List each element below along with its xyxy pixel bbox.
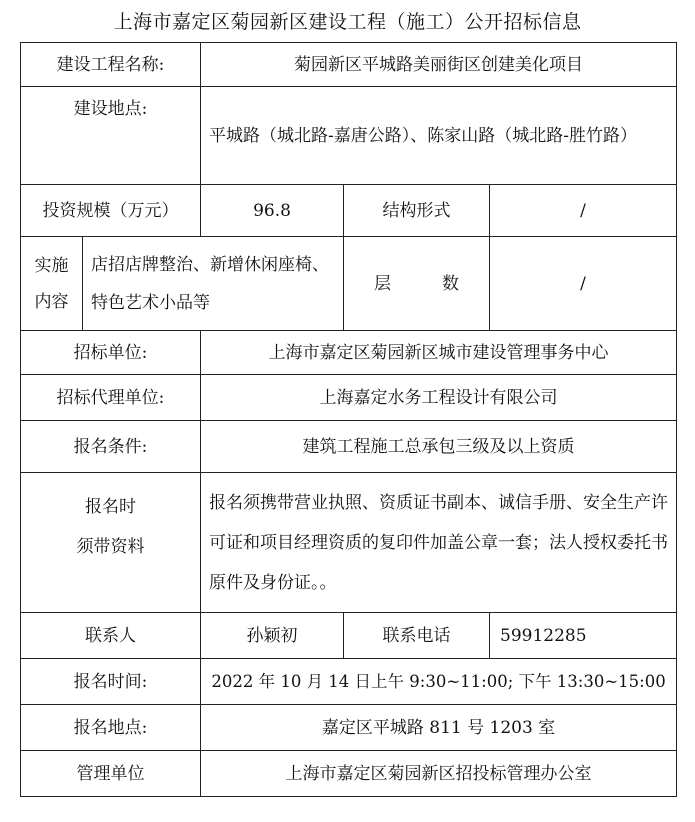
- materials-label-line2: 须带资料: [76, 537, 145, 557]
- location-label: 建设地点:: [21, 87, 201, 185]
- content-label: [21, 237, 83, 331]
- investment-value: 96.8: [201, 185, 344, 237]
- structure-label: 结构形式: [344, 185, 490, 237]
- row-place: [21, 705, 677, 751]
- row-location: [21, 87, 677, 185]
- row-project-name: [21, 43, 677, 87]
- materials-value: 报名须携带营业执照、资质证书副本、诚信手册、安全生产许可证和项目经理资质的复印件加盖公章一套；法人授权委托书原件及身份证。。: [201, 473, 677, 613]
- floors-label-b: 数: [442, 273, 460, 294]
- time-value: 2022 年 10 月 14 日上午 9:30~11:00; 下午 13:30~15:00: [201, 659, 677, 705]
- contact-value: 孙颖初: [201, 613, 344, 659]
- materials-label: [21, 473, 201, 613]
- investment-label: 投资规模（万元）: [21, 185, 201, 237]
- place-label: 报名地点:: [21, 705, 201, 751]
- conditions-value: 建筑工程施工总承包三级及以上资质: [201, 421, 677, 473]
- content-label-line1: 实施: [34, 255, 69, 276]
- page-title: 上海市嘉定区菊园新区建设工程（施工）公开招标信息: [113, 11, 582, 33]
- time-label: 报名时间:: [21, 659, 201, 705]
- conditions-label: 报名条件:: [21, 421, 201, 473]
- project-name-value: 菊园新区平城路美丽街区创建美化项目: [201, 43, 677, 87]
- project-name-label: 建设工程名称:: [21, 43, 201, 87]
- row-materials: [21, 473, 677, 613]
- agent-value: 上海嘉定水务工程设计有限公司: [201, 375, 677, 421]
- management-label: 管理单位: [21, 751, 201, 797]
- row-conditions: [21, 421, 677, 473]
- tender-unit-label: 招标单位:: [21, 331, 201, 375]
- content-value: 店招店牌整治、新增休闲座椅、特色艺术小品等: [83, 237, 344, 331]
- row-tender-unit: [21, 331, 677, 375]
- materials-label-line1: 报名时: [85, 497, 136, 517]
- tender-unit-value: 上海市嘉定区菊园新区城市建设管理事务中心: [201, 331, 677, 375]
- row-management: [21, 751, 677, 797]
- content-label-line2: 内容: [34, 291, 69, 312]
- structure-value: /: [490, 185, 677, 237]
- floors-label: [344, 237, 490, 331]
- location-value: 平城路（城北路-嘉唐公路）、陈家山路（城北路-胜竹路）: [201, 87, 677, 185]
- phone-label: 联系电话: [344, 613, 490, 659]
- floors-label-a: 层: [374, 273, 392, 294]
- contact-label: 联系人: [21, 613, 201, 659]
- row-investment: [21, 185, 677, 237]
- row-content: [21, 237, 677, 331]
- floors-value: /: [490, 237, 677, 331]
- agent-label: 招标代理单位:: [21, 375, 201, 421]
- tender-info-table: [20, 42, 677, 797]
- management-value: 上海市嘉定区菊园新区招投标管理办公室: [201, 751, 677, 797]
- row-time: [21, 659, 677, 705]
- phone-value: 59912285: [490, 613, 677, 659]
- row-contact: [21, 613, 677, 659]
- row-agent: [21, 375, 677, 421]
- place-value: 嘉定区平城路 811 号 1203 室: [201, 705, 677, 751]
